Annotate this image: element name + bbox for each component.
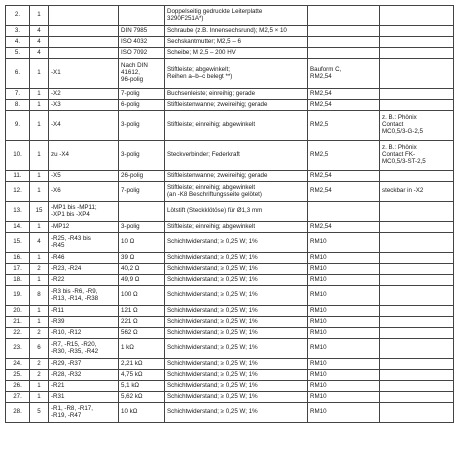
description-cell: Doppelseitig gedruckte Leiterplatte 3290F251A*) (165, 6, 308, 26)
table-row (6, 359, 454, 370)
package-cell: RM2,54 (308, 89, 380, 100)
reference-cell (49, 37, 119, 48)
note-cell (380, 317, 454, 328)
reference-cell (49, 48, 119, 59)
package-cell (308, 48, 380, 59)
reference-cell: -R31 (49, 392, 119, 403)
specification-cell: 2,21 kΩ (119, 359, 165, 370)
position-cell: 7. (6, 89, 30, 100)
note-cell (380, 89, 454, 100)
reference-cell: -MP1 bis -MP11; -XP1 bis -XP4 (49, 202, 119, 222)
specification-cell: 562 Ω (119, 328, 165, 339)
package-cell: RM2,54 (308, 100, 380, 111)
specification-cell: 4,75 kΩ (119, 370, 165, 381)
reference-cell (49, 6, 119, 26)
reference-cell (49, 26, 119, 37)
description-cell: Schichtwiderstand; ≥ 0,25 W; 1% (165, 317, 308, 328)
description-cell: Schichtwiderstand; ≥ 0,25 W; 1% (165, 253, 308, 264)
table-row (6, 264, 454, 275)
specification-cell: DIN 7985 (119, 26, 165, 37)
specification-cell: 7-polig (119, 89, 165, 100)
parts-list-body (6, 6, 454, 423)
description-cell: Schichtwiderstand; ≥ 0,25 W; 1% (165, 339, 308, 359)
note-cell (380, 6, 454, 26)
table-row (6, 26, 454, 37)
quantity-cell: 1 (30, 182, 49, 202)
position-cell: 11. (6, 171, 30, 182)
specification-cell: 5,1 kΩ (119, 381, 165, 392)
description-cell: Stiftleistenwanne; zweireihig; gerade (165, 171, 308, 182)
package-cell: RM2,54 (308, 182, 380, 202)
reference-cell: -X4 (49, 111, 119, 141)
package-cell: RM10 (308, 339, 380, 359)
table-row (6, 202, 454, 222)
reference-cell: -R10, -R12 (49, 328, 119, 339)
quantity-cell: 4 (30, 37, 49, 48)
description-cell: Schichtwiderstand; ≥ 0,25 W; 1% (165, 359, 308, 370)
package-cell: RM10 (308, 328, 380, 339)
note-cell (380, 48, 454, 59)
quantity-cell: 1 (30, 275, 49, 286)
table-row (6, 48, 454, 59)
table-row (6, 182, 454, 202)
note-cell (380, 275, 454, 286)
position-cell: 13. (6, 202, 30, 222)
note-cell (380, 233, 454, 253)
specification-cell: 6-polig (119, 100, 165, 111)
reference-cell: -R29, -R37 (49, 359, 119, 370)
specification-cell: 39 Ω (119, 253, 165, 264)
position-cell: 17. (6, 264, 30, 275)
note-cell: z. B.: Phönix Contact MC0,5/3-G-2,5 (380, 111, 454, 141)
note-cell (380, 370, 454, 381)
specification-cell: 5,62 kΩ (119, 392, 165, 403)
package-cell: RM2,54 (308, 222, 380, 233)
quantity-cell: 2 (30, 359, 49, 370)
table-row (6, 275, 454, 286)
table-row (6, 253, 454, 264)
quantity-cell: 1 (30, 141, 49, 171)
reference-cell: -X2 (49, 89, 119, 100)
description-cell: Stiftleiste; einreihig; abgewinkelt (165, 111, 308, 141)
description-cell: Buchsenleiste; einreihig; gerade (165, 89, 308, 100)
package-cell (308, 6, 380, 26)
package-cell: Bauform C, RM2,54 (308, 59, 380, 89)
description-cell: Schichtwiderstand; ≥ 0,25 W; 1% (165, 381, 308, 392)
table-row (6, 141, 454, 171)
reference-cell: -R11 (49, 306, 119, 317)
quantity-cell: 2 (30, 328, 49, 339)
specification-cell: 100 Ω (119, 286, 165, 306)
table-row (6, 286, 454, 306)
quantity-cell: 5 (30, 403, 49, 423)
table-row (6, 222, 454, 233)
description-cell: Stiftleiste; einreihig; abgewinkelt (an -K8 Beschriftungsseite gelötet) (165, 182, 308, 202)
reference-cell: -X5 (49, 171, 119, 182)
specification-cell (119, 202, 165, 222)
description-cell: Schichtwiderstand; ≥ 0,25 W; 1% (165, 403, 308, 423)
specification-cell: 3-polig (119, 222, 165, 233)
quantity-cell: 2 (30, 264, 49, 275)
description-cell: Steckverbinder; Federkraft (165, 141, 308, 171)
reference-cell: -R46 (49, 253, 119, 264)
description-cell: Schichtwiderstand; ≥ 0,25 W; 1% (165, 286, 308, 306)
description-cell: Stiftleiste; einreihig; abgewinkelt (165, 222, 308, 233)
quantity-cell: 4 (30, 233, 49, 253)
note-cell (380, 100, 454, 111)
position-cell: 25. (6, 370, 30, 381)
reference-cell: -R7, -R15, -R20, -R30, -R35, -R42 (49, 339, 119, 359)
note-cell (380, 222, 454, 233)
package-cell: RM10 (308, 306, 380, 317)
specification-cell: ISO 7092 (119, 48, 165, 59)
position-cell: 28. (6, 403, 30, 423)
note-cell: steckbar in -X2 (380, 182, 454, 202)
quantity-cell: 1 (30, 317, 49, 328)
position-cell: 9. (6, 111, 30, 141)
position-cell: 8. (6, 100, 30, 111)
quantity-cell: 1 (30, 171, 49, 182)
position-cell: 19. (6, 286, 30, 306)
position-cell: 10. (6, 141, 30, 171)
package-cell: RM10 (308, 370, 380, 381)
specification-cell: 3-polig (119, 141, 165, 171)
position-cell: 14. (6, 222, 30, 233)
quantity-cell: 6 (30, 339, 49, 359)
description-cell: Schichtwiderstand; ≥ 0,25 W; 1% (165, 264, 308, 275)
position-cell: 26. (6, 381, 30, 392)
position-cell: 21. (6, 317, 30, 328)
note-cell (380, 171, 454, 182)
package-cell (308, 37, 380, 48)
description-cell: Schichtwiderstand; ≥ 0,25 W; 1% (165, 328, 308, 339)
table-row (6, 100, 454, 111)
position-cell: 22. (6, 328, 30, 339)
note-cell (380, 264, 454, 275)
note-cell (380, 253, 454, 264)
description-cell: Lötstift (Steckklötöse) für Ø1,3 mm (165, 202, 308, 222)
description-cell: Schichtwiderstand; ≥ 0,25 W; 1% (165, 306, 308, 317)
quantity-cell: 15 (30, 202, 49, 222)
description-cell: Schichtwiderstand; ≥ 0,25 W; 1% (165, 275, 308, 286)
quantity-cell: 1 (30, 392, 49, 403)
package-cell: RM2,54 (308, 171, 380, 182)
table-row (6, 392, 454, 403)
quantity-cell: 1 (30, 253, 49, 264)
table-row (6, 370, 454, 381)
note-cell (380, 381, 454, 392)
package-cell: RM2,5 (308, 111, 380, 141)
specification-cell: 221 Ω (119, 317, 165, 328)
quantity-cell: 1 (30, 59, 49, 89)
specification-cell: 40,2 Ω (119, 264, 165, 275)
position-cell: 2. (6, 6, 30, 26)
description-cell: Schraube (z.B. Innensechsrund); M2,5 × 10 (165, 26, 308, 37)
table-row (6, 6, 454, 26)
position-cell: 18. (6, 275, 30, 286)
table-row (6, 89, 454, 100)
reference-cell: -MP12 (49, 222, 119, 233)
note-cell (380, 26, 454, 37)
description-cell: Sechskantmutter; M2,5 – 6 (165, 37, 308, 48)
reference-cell: -R1, -R8, -R17, -R19, -R47 (49, 403, 119, 423)
quantity-cell: 1 (30, 111, 49, 141)
specification-cell: Nach DIN 41612, 96-polig (119, 59, 165, 89)
note-cell (380, 359, 454, 370)
package-cell: RM10 (308, 275, 380, 286)
table-row (6, 328, 454, 339)
position-cell: 6. (6, 59, 30, 89)
specification-cell: ISO 4032 (119, 37, 165, 48)
reference-cell: -X3 (49, 100, 119, 111)
package-cell: RM10 (308, 253, 380, 264)
table-row (6, 403, 454, 423)
parts-list-table (5, 5, 454, 423)
position-cell: 5. (6, 48, 30, 59)
reference-cell: zu -X4 (49, 141, 119, 171)
specification-cell: 1 kΩ (119, 339, 165, 359)
position-cell: 16. (6, 253, 30, 264)
note-cell (380, 306, 454, 317)
table-row (6, 339, 454, 359)
quantity-cell: 4 (30, 26, 49, 37)
position-cell: 23. (6, 339, 30, 359)
note-cell (380, 286, 454, 306)
table-row (6, 306, 454, 317)
package-cell (308, 26, 380, 37)
note-cell (380, 202, 454, 222)
quantity-cell: 1 (30, 306, 49, 317)
reference-cell: -R22 (49, 275, 119, 286)
table-row (6, 37, 454, 48)
quantity-cell: 1 (30, 6, 49, 26)
package-cell: RM2,5 (308, 141, 380, 171)
note-cell (380, 37, 454, 48)
description-cell: Scheibe; M 2,5 – 200 HV (165, 48, 308, 59)
description-cell: Schichtwiderstand; ≥ 0,25 W; 1% (165, 392, 308, 403)
reference-cell: -R25, -R43 bis -R45 (49, 233, 119, 253)
table-row (6, 59, 454, 89)
description-cell: Schichtwiderstand; ≥ 0,25 W; 1% (165, 370, 308, 381)
quantity-cell: 1 (30, 100, 49, 111)
reference-cell: -R3 bis -R6, -R9, -R13, -R14, -R38 (49, 286, 119, 306)
description-cell: Stiftleiste; abgewinkelt; Reihen a–b–c belegt **) (165, 59, 308, 89)
table-row (6, 171, 454, 182)
package-cell (308, 202, 380, 222)
reference-cell: -X1 (49, 59, 119, 89)
table-row (6, 233, 454, 253)
note-cell: z. B.: Phönix Contact FK- MC0,5/3-ST-2,5 (380, 141, 454, 171)
package-cell: RM10 (308, 359, 380, 370)
description-cell: Stiftleistenwanne; zweireihig; gerade (165, 100, 308, 111)
package-cell: RM10 (308, 403, 380, 423)
position-cell: 4. (6, 37, 30, 48)
position-cell: 24. (6, 359, 30, 370)
specification-cell: 49,9 Ω (119, 275, 165, 286)
position-cell: 12. (6, 182, 30, 202)
reference-cell: -R21 (49, 381, 119, 392)
quantity-cell: 2 (30, 370, 49, 381)
specification-cell: 10 Ω (119, 233, 165, 253)
position-cell: 15. (6, 233, 30, 253)
package-cell: RM10 (308, 233, 380, 253)
package-cell: RM10 (308, 286, 380, 306)
note-cell (380, 392, 454, 403)
position-cell: 3. (6, 26, 30, 37)
reference-cell: -R39 (49, 317, 119, 328)
reference-cell: -R23, -R24 (49, 264, 119, 275)
quantity-cell: 1 (30, 222, 49, 233)
quantity-cell: 4 (30, 48, 49, 59)
table-row (6, 111, 454, 141)
specification-cell: 3-polig (119, 111, 165, 141)
specification-cell: 10 kΩ (119, 403, 165, 423)
specification-cell: 121 Ω (119, 306, 165, 317)
quantity-cell: 8 (30, 286, 49, 306)
package-cell: RM10 (308, 317, 380, 328)
table-row (6, 317, 454, 328)
note-cell (380, 328, 454, 339)
package-cell: RM10 (308, 264, 380, 275)
note-cell (380, 339, 454, 359)
specification-cell: 7-polig (119, 182, 165, 202)
reference-cell: -X6 (49, 182, 119, 202)
note-cell (380, 403, 454, 423)
reference-cell: -R28, -R32 (49, 370, 119, 381)
package-cell: RM10 (308, 381, 380, 392)
table-row (6, 381, 454, 392)
position-cell: 27. (6, 392, 30, 403)
description-cell: Schichtwiderstand; ≥ 0,25 W; 1% (165, 233, 308, 253)
quantity-cell: 1 (30, 381, 49, 392)
quantity-cell: 1 (30, 89, 49, 100)
specification-cell (119, 6, 165, 26)
position-cell: 20. (6, 306, 30, 317)
package-cell: RM10 (308, 392, 380, 403)
note-cell (380, 59, 454, 89)
specification-cell: 26-polig (119, 171, 165, 182)
